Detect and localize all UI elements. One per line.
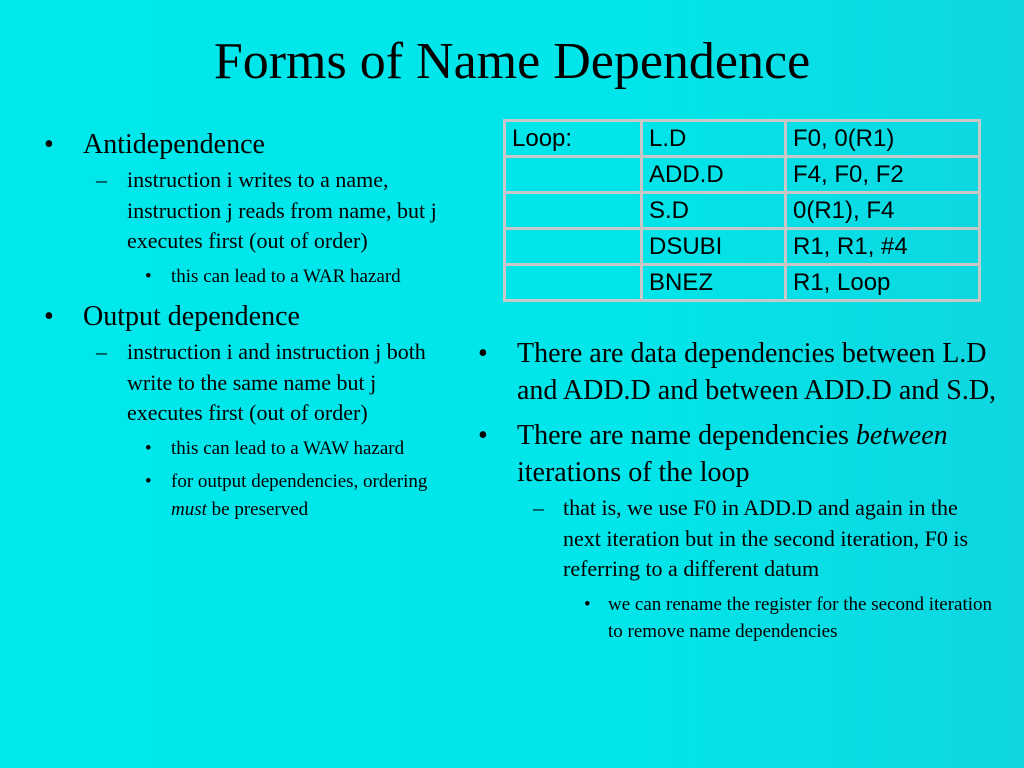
bullet-output-dependence <box>44 298 444 335</box>
ordering-text-end: be preserved <box>206 498 309 520</box>
must-emphasis: must <box>171 498 207 520</box>
loop-code-table <box>503 119 981 302</box>
loop-label-cell: Loop: <box>505 121 642 157</box>
bullet-antidependence <box>44 126 444 163</box>
bullet-marker: • <box>478 420 488 451</box>
left-column <box>44 124 444 523</box>
loop-label-cell <box>505 265 642 301</box>
rename-item <box>478 591 998 646</box>
right-column <box>478 333 998 646</box>
output-dependence-detail <box>44 337 444 429</box>
loop-label-cell <box>505 157 642 193</box>
war-hazard-text: this can lead to a WAR hazard <box>171 265 401 287</box>
bullet-marker: • <box>478 338 488 369</box>
antidependence-detail-text: instruction i writes to a name, instruction j reads from name, but j executes first (out of order) <box>127 167 437 253</box>
bullet-marker: • <box>584 593 591 615</box>
waw-hazard-text: this can lead to a WAW hazard <box>171 437 405 459</box>
loop-label-cell <box>505 193 642 229</box>
name-dependencies-end: iterations of the loop <box>517 457 750 488</box>
table-row <box>505 157 980 193</box>
dash-marker: – <box>533 495 544 520</box>
output-dependence-note <box>44 435 444 463</box>
bullet-data-dependencies <box>478 335 998 409</box>
opcode-cell: DSUBI <box>642 229 786 265</box>
opcode-cell: L.D <box>642 121 786 157</box>
between-emphasis: between <box>855 420 948 451</box>
table-row <box>505 193 980 229</box>
opcode-cell: S.D <box>642 193 786 229</box>
name-dependencies-start: There are name dependencies <box>517 420 856 451</box>
output-ordering-note <box>44 468 444 523</box>
table-row <box>505 121 980 157</box>
table-row <box>505 265 980 301</box>
antidependence-heading: Antidependence <box>83 129 265 160</box>
name-dependencies-text <box>517 420 948 488</box>
output-dependence-detail-text: instruction i and instruction j both write to the same name but j executes first (out of order) <box>127 339 426 425</box>
explanation-item <box>478 493 998 585</box>
table-row <box>505 229 980 265</box>
bullet-marker: • <box>145 471 152 492</box>
operands-cell: F0, 0(R1) <box>786 121 980 157</box>
dash-marker: – <box>96 167 107 192</box>
operands-cell: 0(R1), F4 <box>786 193 980 229</box>
data-dependencies-text: There are data dependencies between L.D and ADD.D and between ADD.D and S.D, <box>517 338 997 406</box>
opcode-cell: ADD.D <box>642 157 786 193</box>
explanation-text: that is, we use F0 in ADD.D and again in the next iteration but in the second iteration, F0 is referring to a different datum <box>563 495 969 581</box>
loop-label-cell <box>505 229 642 265</box>
antidependence-detail <box>44 165 444 257</box>
dash-marker: – <box>96 339 107 364</box>
output-dependence-heading: Output dependence <box>83 301 300 332</box>
ordering-text-start: for output dependencies, ordering <box>171 471 428 492</box>
operands-cell: R1, R1, #4 <box>786 229 980 265</box>
rename-text: we can rename the register for the second iteration to remove name dependencies <box>608 593 993 642</box>
slide-title: Forms of Name Dependence <box>213 33 811 90</box>
ordering-text <box>171 471 427 520</box>
bullet-name-dependencies <box>478 417 998 491</box>
bullet-marker: • <box>145 265 152 287</box>
bullet-marker: • <box>145 437 152 459</box>
opcode-cell: BNEZ <box>642 265 786 301</box>
operands-cell: F4, F0, F2 <box>786 157 980 193</box>
bullet-marker: • <box>44 129 54 160</box>
bullet-marker: • <box>44 301 54 332</box>
operands-cell: R1, Loop <box>786 265 980 301</box>
antidependence-note <box>44 263 444 291</box>
